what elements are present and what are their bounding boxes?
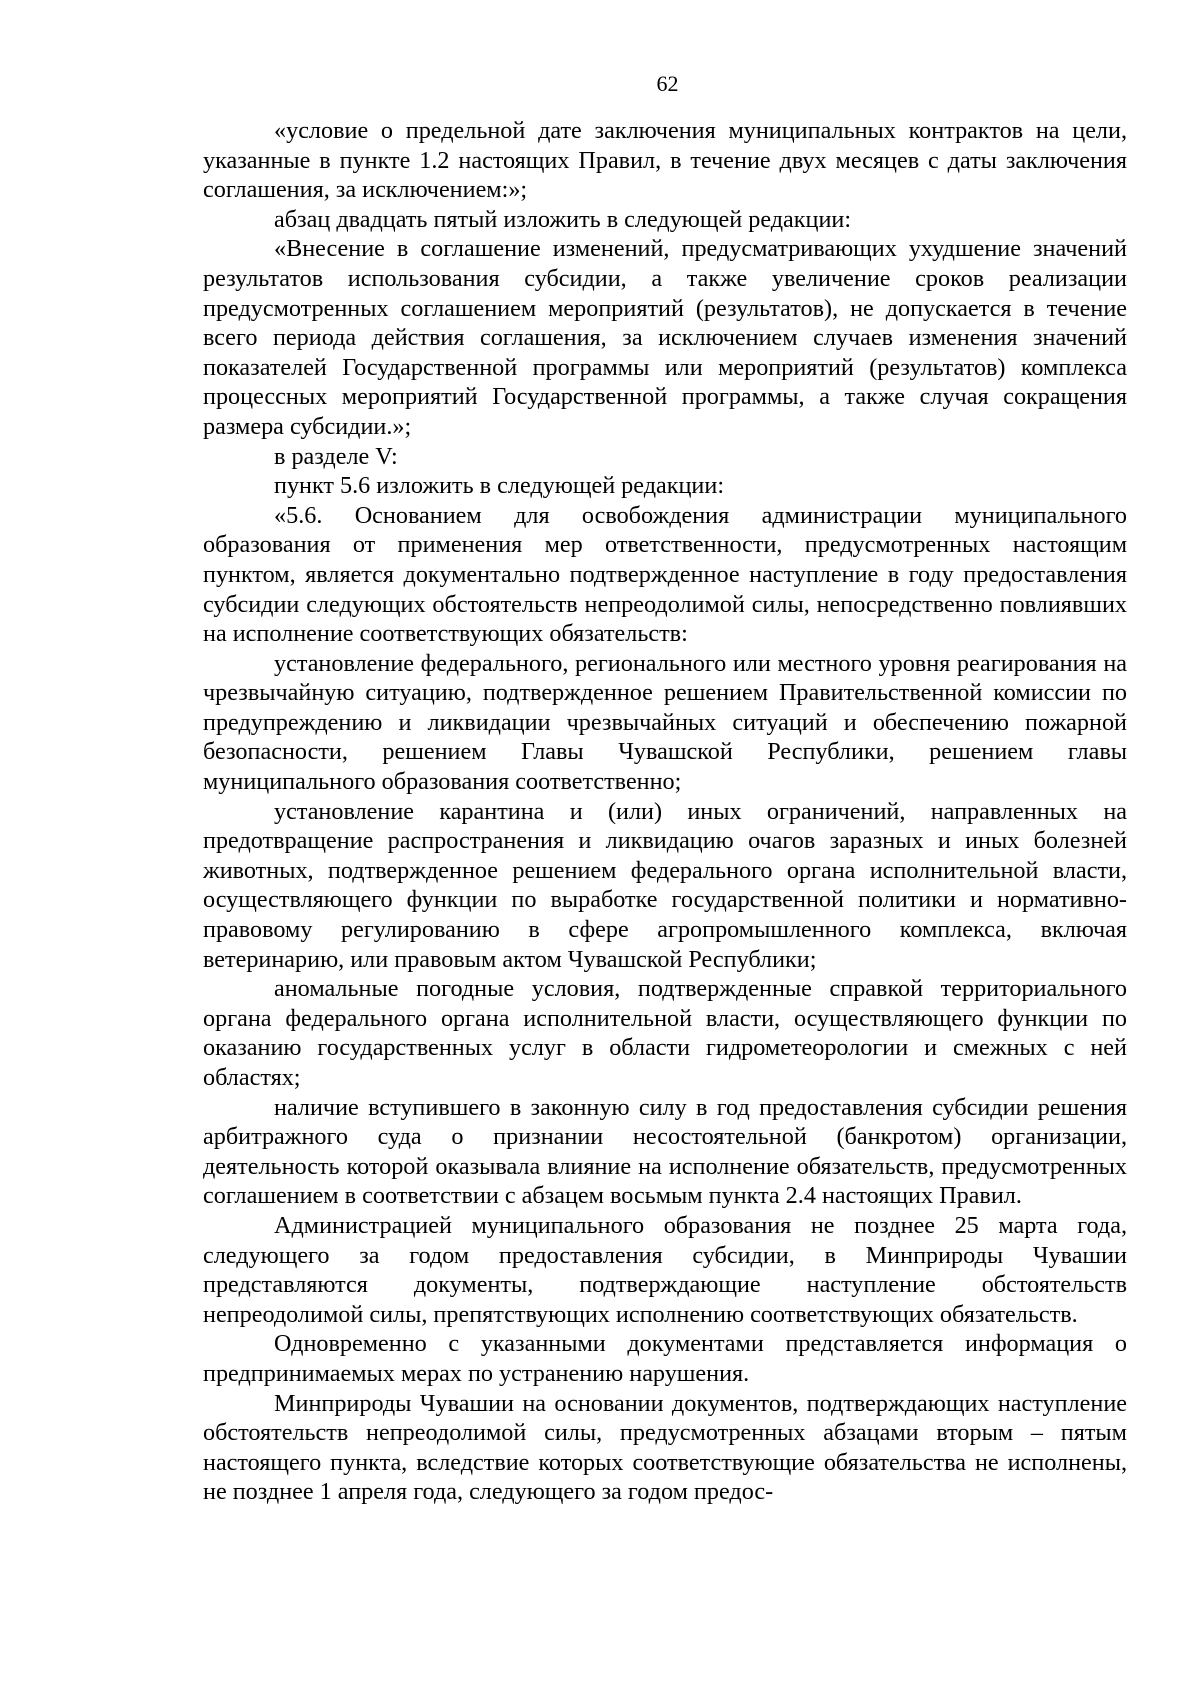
document-body bbox=[203, 116, 1127, 1507]
paragraph-quarantine: установление карантина и (или) иных ограничений, направленных на предотвращение распространения и ликвидацию очагов заразных и иных болезней животных, подтвержденное решением федерального органа исполнительной власти, осуществляющего функции по выработке государственной политики и нормативно-правовому регулированию в сфере агропромышленного комплекса, включая ветеринарию, или правовым актом Чувашской Республики; bbox=[203, 797, 1127, 973]
paragraph-contract-deadline-condition: «условие о предельной дате заключения муниципальных контрактов на цели, указанные в пункте 1.2 настоящих Правил, в течение двух месяцев с даты заключения соглашения, за исключением:»; bbox=[203, 117, 1127, 204]
paragraph-section-v: в разделе V: bbox=[274, 442, 398, 470]
paragraph-weather-conditions: аномальные погодные условия, подтвержденные справкой территориального органа федерального органа исполнительной власти, осуществляющего функции по оказанию государственных услуг в области гидрометеорологии и смежных с ней областях; bbox=[203, 975, 1127, 1091]
paragraph-agreement-changes: «Внесение в соглашение изменений, предусматривающих ухудшение значений результатов использования субсидии, а также увеличение сроков реализации предусмотренных соглашением мероприятий (результатов), не допускается в течение всего периода действия соглашения, за исключением случаев изменения значений показателей Государственной программы или мероприятий (результатов) комплекса процессных мероприятий Государственной программы, а также случая сокращения размера субсидии.»; bbox=[203, 235, 1127, 440]
paragraph-documents-submission: Администрацией муниципального образования не позднее 25 марта года, следующего за годом предоставления субсидии, в Минприроды Чувашии представляются документы, подтверждающие наступление обстоятельств непреодолимой силы, препятствующих исполнению соответствующих обязательств. bbox=[203, 1211, 1127, 1328]
paragraph-bankruptcy: наличие вступившего в законную силу в год предоставления субсидии решения арбитражного суда о признании несостоятельной (банкротом) организации, деятельность которой оказывала влияние на исполнение обязательств, предусмотренных соглашением в соответствии с абзацем восьмым пункта 2.4 настоящих Правил. bbox=[203, 1093, 1127, 1210]
paragraph-5-6-basis: «5.6. Основанием для освобождения администрации муниципального образования от применения мер ответственности, предусмотренных настоящим пунктом, является документально подтвержденное наступление в году предоставления субсидии следующих обстоятельств непреодолимой силы, непосредственно повлиявших на исполнение соответствующих обязательств: bbox=[203, 501, 1127, 648]
paragraph-measures-info: Одновременно с указанными документами представляется информация о предпринимаемых мерах по устранению нарушения. bbox=[203, 1330, 1127, 1387]
paragraph-instruction-5-6: пункт 5.6 изложить в следующей редакции: bbox=[274, 472, 725, 500]
paragraph-emergency-response: установление федерального, регионального или местного уровня реагирования на чрезвычайную ситуацию, подтвержденное решением Правительственной комиссии по предупреждению и ликвидации чрезвычайных ситуаций и обеспечению пожарной безопасности, решением Главы Чувашской Республики, решением главы муниципального образования соответственно; bbox=[203, 649, 1127, 796]
paragraph-instruction-25th: абзац двадцать пятый изложить в следующей редакции: bbox=[274, 205, 852, 233]
page-number: 62 bbox=[656, 71, 679, 96]
paragraph-ministry-decision: Минприроды Чувашии на основании документов, подтверждающих наступление обстоятельств непреодолимой силы, предусмотренных абзацами вторым – пятым настоящего пункта, вследствие которых соответствующие обязательства не исполнены, не позднее 1 апреля года, следующего за годом предос- bbox=[203, 1389, 1127, 1506]
